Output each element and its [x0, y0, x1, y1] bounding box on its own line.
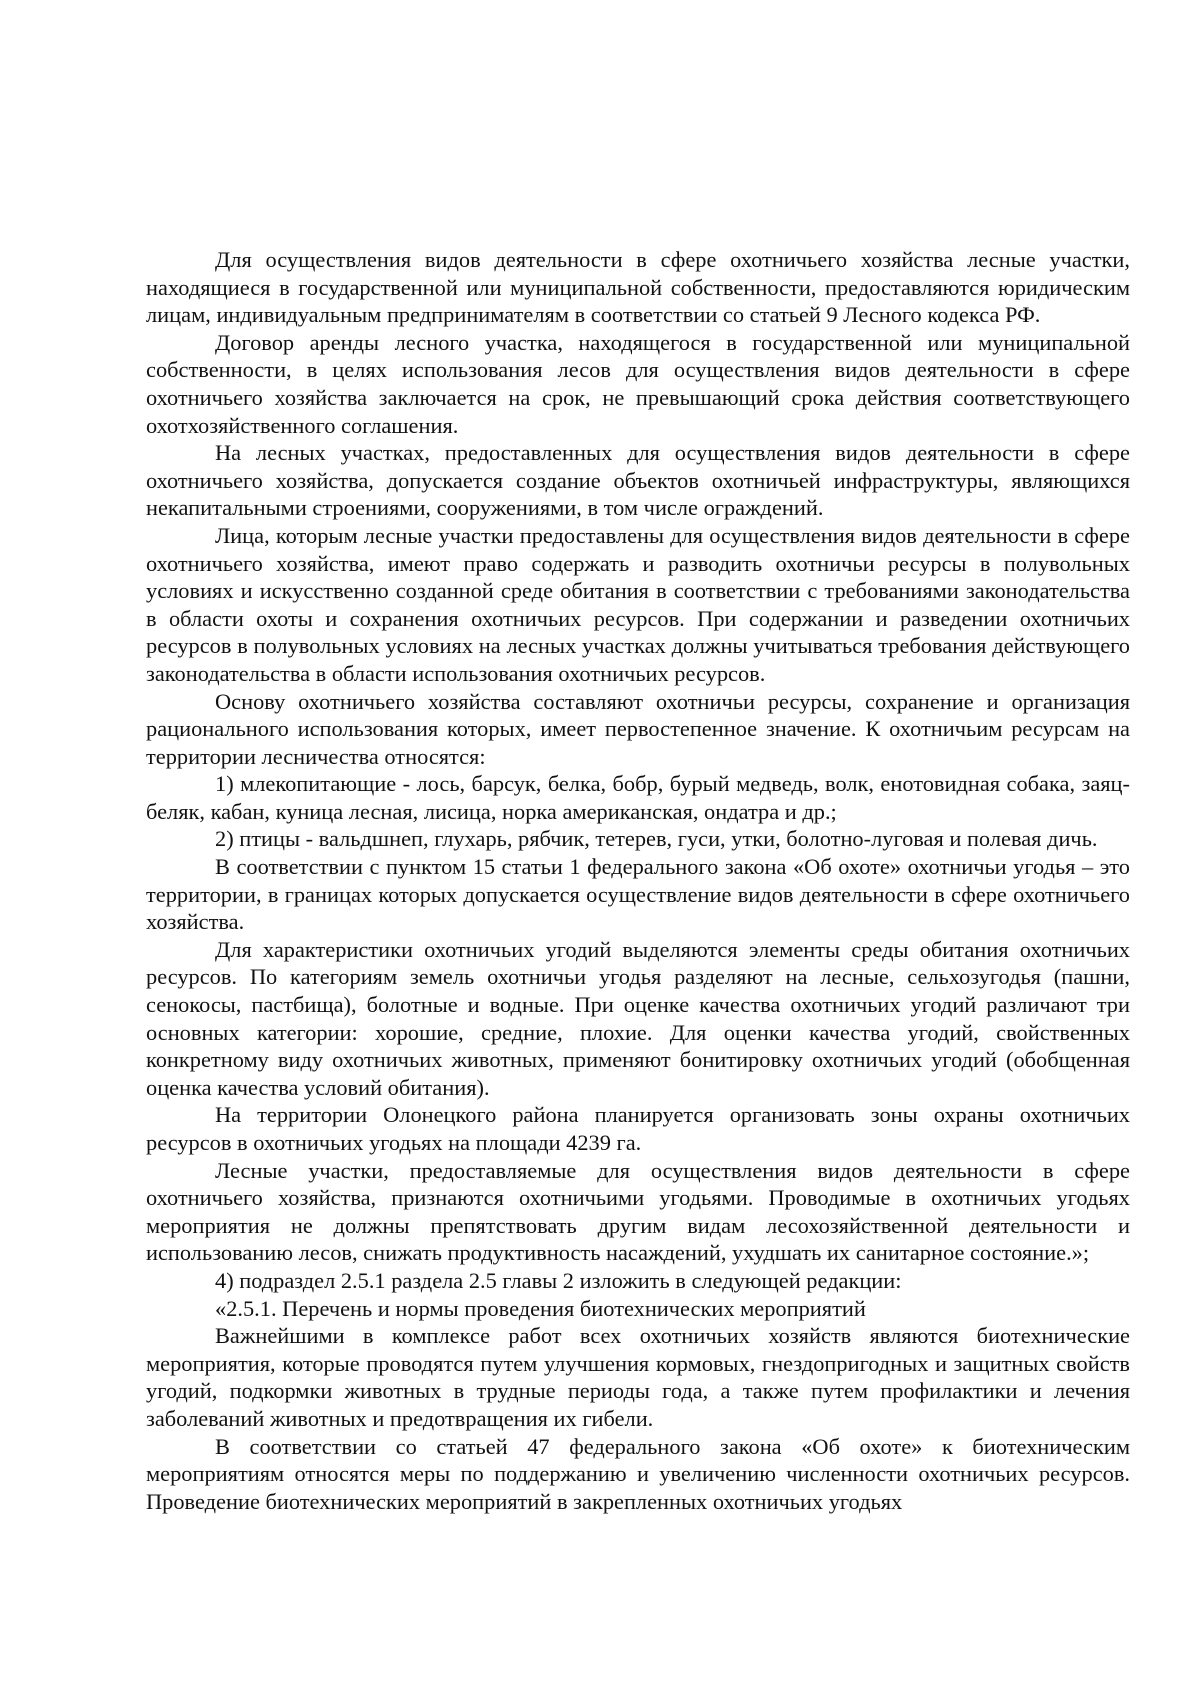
paragraph-list-mammals: 1) млекопитающие - лось, барсук, белка, бобр, бурый медведь, волк, енотовидная собака, заяц-беляк, кабан, куница лесная, лисица, норка американская, ондатра и др.; — [146, 771, 1130, 824]
paragraph-lease-agreement: Договор аренды лесного участка, находящегося в государственной или муниципальной собственности, в целях использования лесов для осуществления видов деятельности в сфере охотничьего хозяйства заключается на срок, не превышающий срока действия соответствующего охотхозяйственного соглашения. — [146, 329, 1130, 438]
paragraph-hunting-grounds-categories: Для характеристики охотничьих угодий выделяются элементы среды обитания охотничьих ресурсов. По категориям земель охотничьи угодья разделяют на лесные, сельхозугодья (пашни, сенокосы, пастбища), болотные и водные. При оценке качества охотничьих угодий различают три основных категории: хорошие, средние, плохие. Для оценки качества угодий, свойственных конкретному виду охотничьих животных, применяют бонитировку охотничьих угодий (обобщенная оценка качества условий обитания). — [146, 936, 1130, 1100]
paragraph-semi-free-keeping: Лица, которым лесные участки предоставлены для осуществления видов деятельности в сфере охотничьего хозяйства, имеют право содержать и разводить охотничьи ресурсы в полувольных условиях и искусственно созданной среде обитания в соответствии с требованиями законодательства в области охоты и сохранения охотничьих ресурсов. При содержании и разведении охотничьих ресурсов в полувольных условиях на лесных участках должны учитываться требования действующего законодательства в области использования охотничьих ресурсов. — [146, 522, 1130, 686]
paragraph-forest-plots-as-grounds: Лесные участки, предоставляемые для осуществления видов деятельности в сфере охотничьего хозяйства, признаются охотничьими угодьями. Проводимые в охотничьих угодьях мероприятия не должны препятствовать другим видам лесохозяйственной деятельности и использованию лесов, снижать продуктивность насаждений, ухудшать их санитарное состояние.»; — [146, 1157, 1130, 1266]
section-heading-2-5-1: «2.5.1. Перечень и нормы проведения биотехнических мероприятий — [215, 1295, 866, 1321]
paragraph-protection-zones: На территории Олонецкого района планируется организовать зоны охраны охотничьих ресурсов в охотничьих угодьях на площади 4239 га. — [146, 1102, 1130, 1155]
paragraph-article-47: В соответствии со статьей 47 федерального закона «Об охоте» к биотехническим мероприятиям относятся меры по поддержанию и увеличению численности охотничьих ресурсов. Проведение биотехнических мероприятий в закрепленных охотничьих угодьях — [146, 1433, 1130, 1514]
paragraph-biotechnical-measures: Важнейшими в комплексе работ всех охотничьих хозяйств являются биотехнические мероприятия, которые проводятся путем улучшения кормовых, гнездопригодных и защитных свойств угодий, подкормки животных в трудные периоды года, а также путем профилактики и лечения заболеваний животных и предотвращения их гибели. — [146, 1323, 1130, 1431]
paragraph-forest-plots-provision: Для осуществления видов деятельности в сфере охотничьего хозяйства лесные участки, находящиеся в государственной или муниципальной собственности, предоставляются юридическим лицам, индивидуальным предпринимателям в соответствии со статьей 9 Лесного кодекса РФ. — [146, 247, 1130, 328]
paragraph-amendment-item-4: 4) подраздел 2.5.1 раздела 2.5 главы 2 изложить в следующей редакции: — [215, 1267, 902, 1293]
paragraph-hunting-grounds-definition: В соответствии с пунктом 15 статьи 1 федерального закона «Об охоте» охотничьи угодья – это территории, в границах которых допускается осуществление видов деятельности в сфере охотничьего хозяйства. — [146, 854, 1130, 935]
paragraph-hunting-infrastructure: На лесных участках, предоставленных для осуществления видов деятельности в сфере охотничьего хозяйства, допускается создание объектов охотничьей инфраструктуры, являющихся некапитальными строениями, сооружениями, в том числе ограждений. — [146, 440, 1130, 521]
paragraph-hunting-resources-basis: Основу охотничьего хозяйства составляют охотничьи ресурсы, сохранение и организация рационального использования которых, имеет первостепенное значение. К охотничьим ресурсам на территории лесничества относятся: — [146, 688, 1130, 769]
paragraph-list-birds: 2) птицы - вальдшнеп, глухарь, рябчик, тетерев, гуси, утки, болотно-луговая и полевая дичь. — [215, 826, 1098, 852]
document-page — [146, 246, 1130, 1515]
